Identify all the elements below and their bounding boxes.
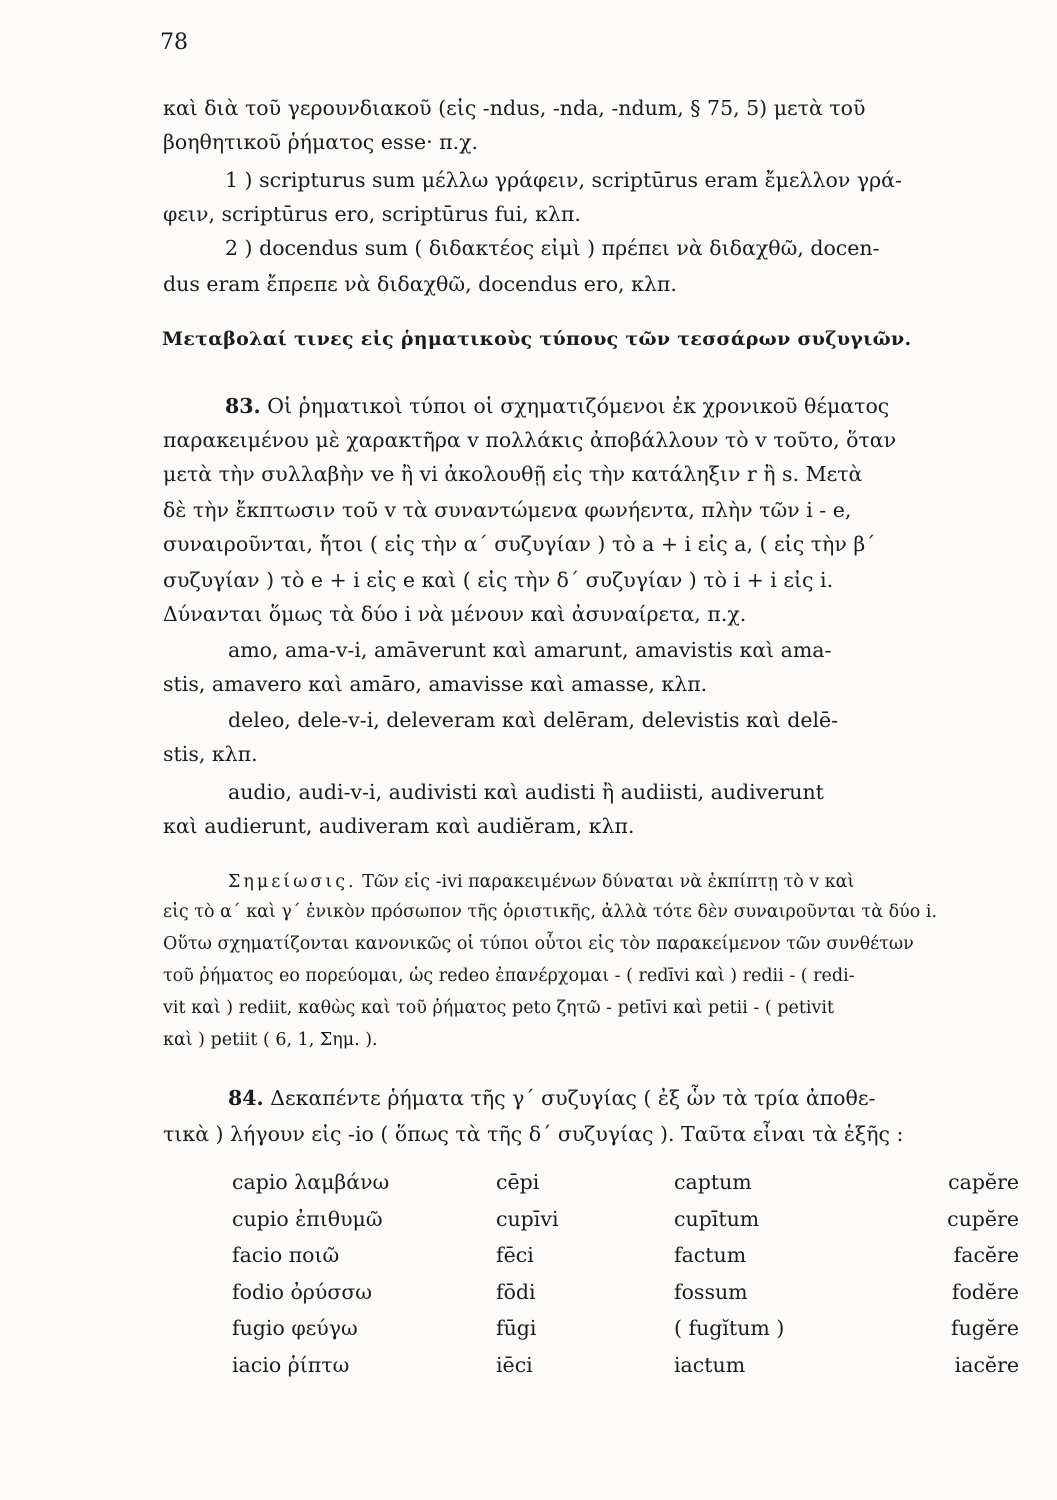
perfect-form: cupīvi xyxy=(496,1206,559,1231)
supine-form: ( fugĭtum ) xyxy=(674,1316,785,1341)
present-form: facio ποιῶ xyxy=(232,1243,340,1268)
supine-form: fossum xyxy=(674,1279,748,1304)
supine-form: factum xyxy=(674,1243,747,1268)
text-line: εἰς τὸ α΄ καὶ γ΄ ἑνικὸν πρόσωπον τῆς ὁριστικῆς, ἀλλὰ τότε δὲν συναιροῦνται τὰ δύο i. xyxy=(163,902,938,922)
table-row xyxy=(232,1164,1019,1201)
table-row xyxy=(232,1274,1019,1311)
text-line: συναιροῦνται, ἤτοι ( εἰς τὴν α΄ συζυγίαν ) τὸ a + i εἰς a, ( εἰς τὴν β΄ xyxy=(163,532,876,556)
present-form: capio λαμβάνω xyxy=(232,1170,390,1195)
page-number: 78 xyxy=(160,30,188,55)
perfect-form: iēci xyxy=(496,1352,533,1377)
verb-table xyxy=(232,1164,1019,1383)
text-line: stis, κλπ. xyxy=(163,742,258,766)
perfect-form: fēci xyxy=(496,1243,534,1268)
present-form: fugio φεύγω xyxy=(232,1316,358,1341)
text-line: 2 ) docendus sum ( διδακτέος εἰμὶ ) πρέπει νὰ διδαχθῶ, docen- xyxy=(225,236,880,260)
table-row xyxy=(232,1310,1019,1347)
supine-form: iactum xyxy=(674,1352,746,1377)
paragraph-number: 83. xyxy=(225,394,261,418)
text-line: καὶ διὰ τοῦ γερουνδιακοῦ (εἰς -ndus, -nda, -ndum, § 75, 5) μετὰ τοῦ xyxy=(163,96,866,120)
text-line: δὲ τὴν ἔκπτωσιν τοῦ v τὰ συναντώμενα φωνήεντα, πλὴν τῶν i - e, xyxy=(163,498,852,522)
text-line: καὶ audierunt, audiveram καὶ audiĕram, κλπ. xyxy=(163,814,635,838)
present-form: iacio ῥίπτω xyxy=(232,1352,350,1377)
section-heading: Μεταβολαί τινες εἰς ῥηματικοὺς τύπους τῶν τεσσάρων συζυγιῶν. xyxy=(162,328,912,350)
text-line: deleo, dele-v-i, deleveram καὶ delēram, delevistis καὶ delē- xyxy=(228,708,839,732)
note-label: Σημείωσις. xyxy=(228,872,357,892)
text-line: φειν, scriptūrus ero, scriptūrus fui, κλπ. xyxy=(163,202,581,226)
infinitive-form: facĕre xyxy=(953,1243,1019,1268)
perfect-form: cēpi xyxy=(496,1170,540,1195)
text-line: vit καὶ ) rediit, καθὼς καὶ τοῦ ῥήματος peto ζητῶ - petīvi καὶ petii - ( petivit xyxy=(163,998,834,1018)
text-line: dus eram ἔπρεπε νὰ διδαχθῶ, docendus ero, κλπ. xyxy=(163,272,677,296)
present-form: fodio ὀρύσσω xyxy=(232,1279,373,1304)
supine-form: captum xyxy=(674,1170,752,1195)
text-line: audio, audi-v-i, audivisti καὶ audisti ἢ audiisti, audiverunt xyxy=(228,780,824,804)
perfect-form: fōdi xyxy=(496,1279,536,1304)
text-line: Δύνανται ὅμως τὰ δύο i νὰ μένουν καὶ ἀσυναίρετα, π.χ. xyxy=(163,602,747,626)
text-line: συζυγίαν ) τὸ e + i εἰς e καὶ ( εἰς τὴν δ΄ συζυγίαν ) τὸ i + i εἰς i. xyxy=(163,568,834,592)
table-row xyxy=(232,1347,1019,1384)
text-line: παρακειμένου μὲ χαρακτῆρα v πολλάκις ἀποβάλλουν τὸ v τοῦτο, ὅταν xyxy=(163,428,897,452)
infinitive-form: fugĕre xyxy=(951,1316,1019,1341)
text-line: stis, amavero καὶ amāro, amavisse καὶ amasse, κλπ. xyxy=(163,672,708,696)
table-row xyxy=(232,1201,1019,1238)
infinitive-form: capĕre xyxy=(948,1170,1019,1195)
text-line: Δεκαπέντε ῥήματα τῆς γ΄ συζυγίας ( ἐξ ὧν τὰ τρία ἀποθε- xyxy=(270,1086,876,1110)
text-line: Οἱ ῥηματικοὶ τύποι οἱ σχηματιζόμενοι ἐκ χρονικοῦ θέματος xyxy=(267,394,890,418)
text-line: τοῦ ῥήματος eo πορεύομαι, ὡς redeo ἐπανέρχομαι - ( redīvi καὶ ) redii - ( redi- xyxy=(163,966,855,986)
text-line: μετὰ τὴν συλλαβὴν ve ἢ vi ἀκολουθῇ εἰς τὴν κατάληξιν r ἢ s. Μετὰ xyxy=(163,462,863,486)
note-first-line xyxy=(228,866,1023,898)
supine-form: cupītum xyxy=(674,1206,760,1231)
text-line: Τῶν εἰς -ivi παρακειμένων δύναται νὰ ἐκπίπτῃ τὸ v καὶ xyxy=(362,872,855,892)
paragraph-number: 84. xyxy=(228,1086,264,1110)
infinitive-form: iacĕre xyxy=(954,1352,1019,1377)
text-line: Οὕτω σχηματίζονται κανονικῶς οἱ τύποι οὗτοι εἰς τὸν παρακείμενον τῶν συνθέτων xyxy=(163,934,914,954)
infinitive-form: fodĕre xyxy=(951,1279,1019,1304)
text-line: amo, ama-v-i, amāverunt καὶ amarunt, amavistis καὶ ama- xyxy=(228,638,832,662)
infinitive-form: cupĕre xyxy=(947,1206,1019,1231)
present-form: cupio ἐπιθυμῶ xyxy=(232,1206,383,1231)
text-line: καὶ ) petiit ( 6, 1, Σημ. ). xyxy=(163,1030,378,1050)
paragraph-84-first-line xyxy=(228,1082,1020,1115)
text-line: τικὰ ) λήγουν εἰς -io ( ὅπως τὰ τῆς δ΄ συζυγίας ). Ταῦτα εἶναι τὰ ἑξῆς : xyxy=(163,1122,904,1146)
perfect-form: fūgi xyxy=(496,1316,537,1341)
paragraph-83-first-line xyxy=(225,390,1020,423)
table-row xyxy=(232,1237,1019,1274)
text-line: βοηθητικοῦ ῥήματος esse· π.χ. xyxy=(163,130,479,154)
text-line: 1 ) scripturus sum μέλλω γράφειν, scriptūrus eram ἔμελλον γρά- xyxy=(225,168,902,192)
